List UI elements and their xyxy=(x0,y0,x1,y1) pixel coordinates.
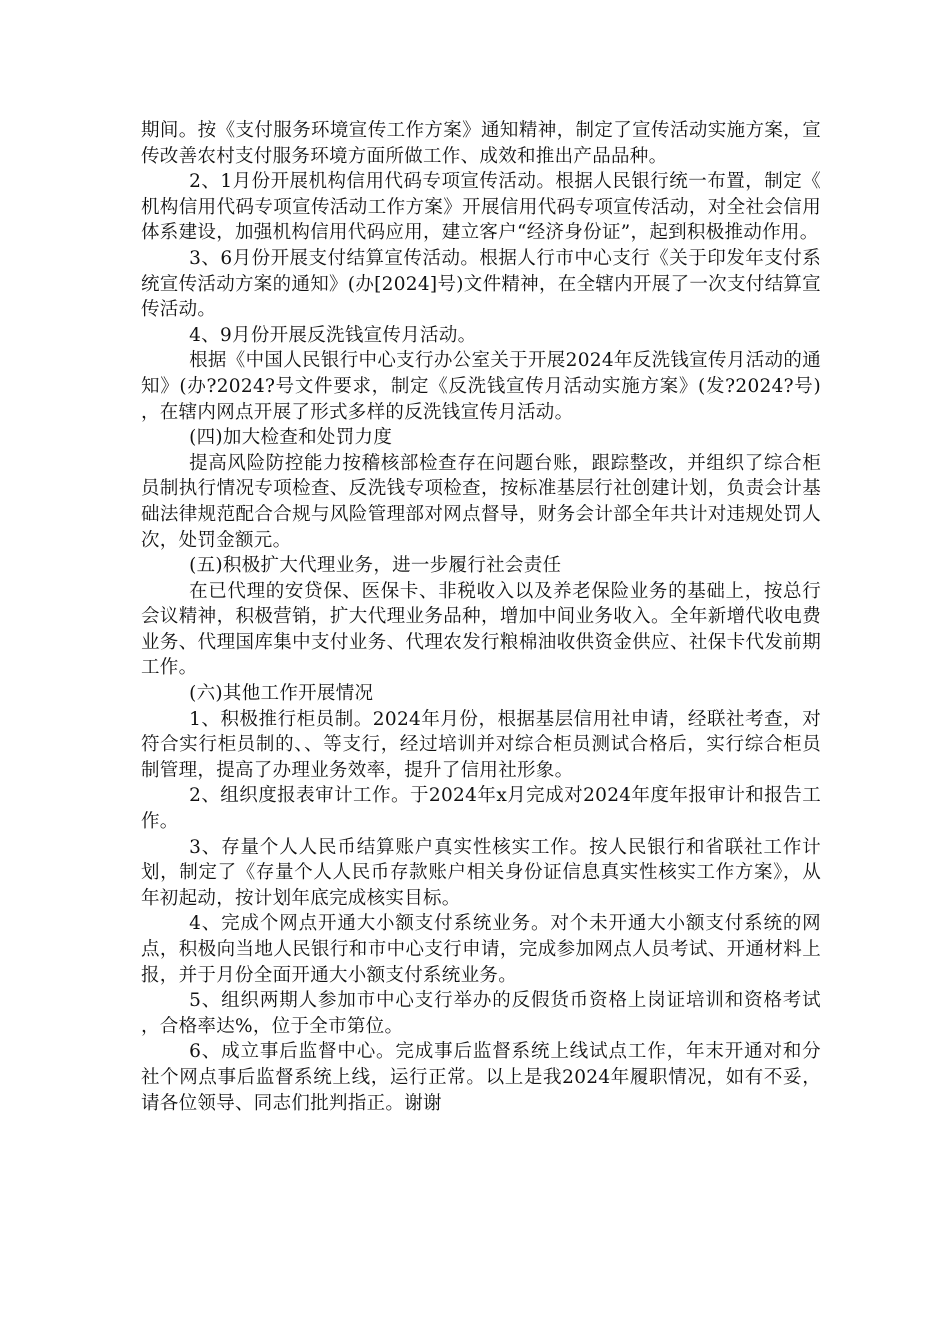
paragraph-14: 4、完成个网点开通大小额支付系统业务。对个未开通大小额支付系统的网点，积极向当地人民银行和市中心支行申请，完成参加网点人员考试、开通材料上报，并于月份全面开通大小额支付系统业务。 xyxy=(141,913,821,986)
paragraph-15: 5、组织两期人参加市中心支行举办的反假货币资格上岗证培训和资格考试，合格率达%，位于全市第位。 xyxy=(141,990,821,1037)
paragraph-11: 1、积极推行柜员制。2024年月份，根据基层信用社申请，经联社考查，对符合实行柜员制的、、等支行，经过培训并对综合柜员测试合格后，实行综合柜员制管理，提高了办理业务效率，提升了信用社形象。 xyxy=(141,708,821,781)
paragraph-13: 3、存量个人人民币结算账户真实性核实工作。按人民银行和省联社工作计划，制定了《存量个人人民币存款账户相关身份证信息真实性核实工作方案》，从年初起动，按计划年底完成核实目标。 xyxy=(141,836,821,909)
paragraph-12: 2、组织度报表审计工作。于2024年x月完成对2024年度年报审计和报告工作。 xyxy=(141,785,821,833)
paragraph-5: 根据《中国人民银行中心支行办公室关于开展2024年反洗钱宣传月活动的通知》(办?2024?号文件要求，制定《反洗钱宣传月活动实施方案》(发?2024?号)，在辖内网点开展了形式多样的反洗钱宣传月活动。 xyxy=(141,350,821,423)
paragraph-2: 2、1月份开展机构信用代码专项宣传活动。根据人民银行统一布置，制定《机构信用代码专项宣传活动工作方案》开展信用代码专项宣传活动，对全社会信用体系建设，加强机构信用代码应用，建立客户“经济身份证”，起到积极推动作用。 xyxy=(141,171,821,244)
paragraph-3: 3、6月份开展支付结算宣传活动。根据人行市中心支行《关于印发年支付系统宣传活动方案的通知》(办[2024]号)文件精神，在全辖内开展了一次支付结算宣传活动。 xyxy=(141,247,821,321)
section-heading-6: (六)其他工作开展情况 xyxy=(189,683,374,705)
section-heading-5: (五)积极扩大代理业务，进一步履行社会责任 xyxy=(189,555,562,577)
section-heading-4: (四)加大检查和处罚力度 xyxy=(189,427,393,449)
paragraph-7: 提高风险防控能力按稽核部检查存在问题台账，跟踪整改，并组织了综合柜员制执行情况专项检查、反洗钱专项检查，按标准基层行社创建计划，负责会计基础法律规范配合合规与风险管理部对网点督导，财务会计部全年共计对违规处罚人次，处罚金额元。 xyxy=(141,452,821,551)
document-body xyxy=(141,118,821,1116)
paragraph-1: 期间。按《支付服务环境宣传工作方案》通知精神，制定了宣传活动实施方案，宣传改善农村支付服务环境方面所做工作、成效和推出产品品种。 xyxy=(141,120,821,167)
paragraph-9: 在已代理的安贷保、医保卡、非税收入以及养老保险业务的基础上，按总行会议精神，积极营销，扩大代理业务品种，增加中间业务收入。全年新增代收电费业务、代理国库集中支付业务、代理农发行粮棉油收供资金供应、社保卡代发前期工作。 xyxy=(141,580,821,679)
paragraph-4: 4、9月份开展反洗钱宣传月活动。 xyxy=(189,324,477,346)
paragraph-16: 6、成立事后监督中心。完成事后监督系统上线试点工作，年末开通对和分社个网点事后监督系统上线，运行正常。以上是我2024年履职情况，如有不妥，请各位领导、同志们批判指正。谢谢 xyxy=(141,1041,821,1114)
